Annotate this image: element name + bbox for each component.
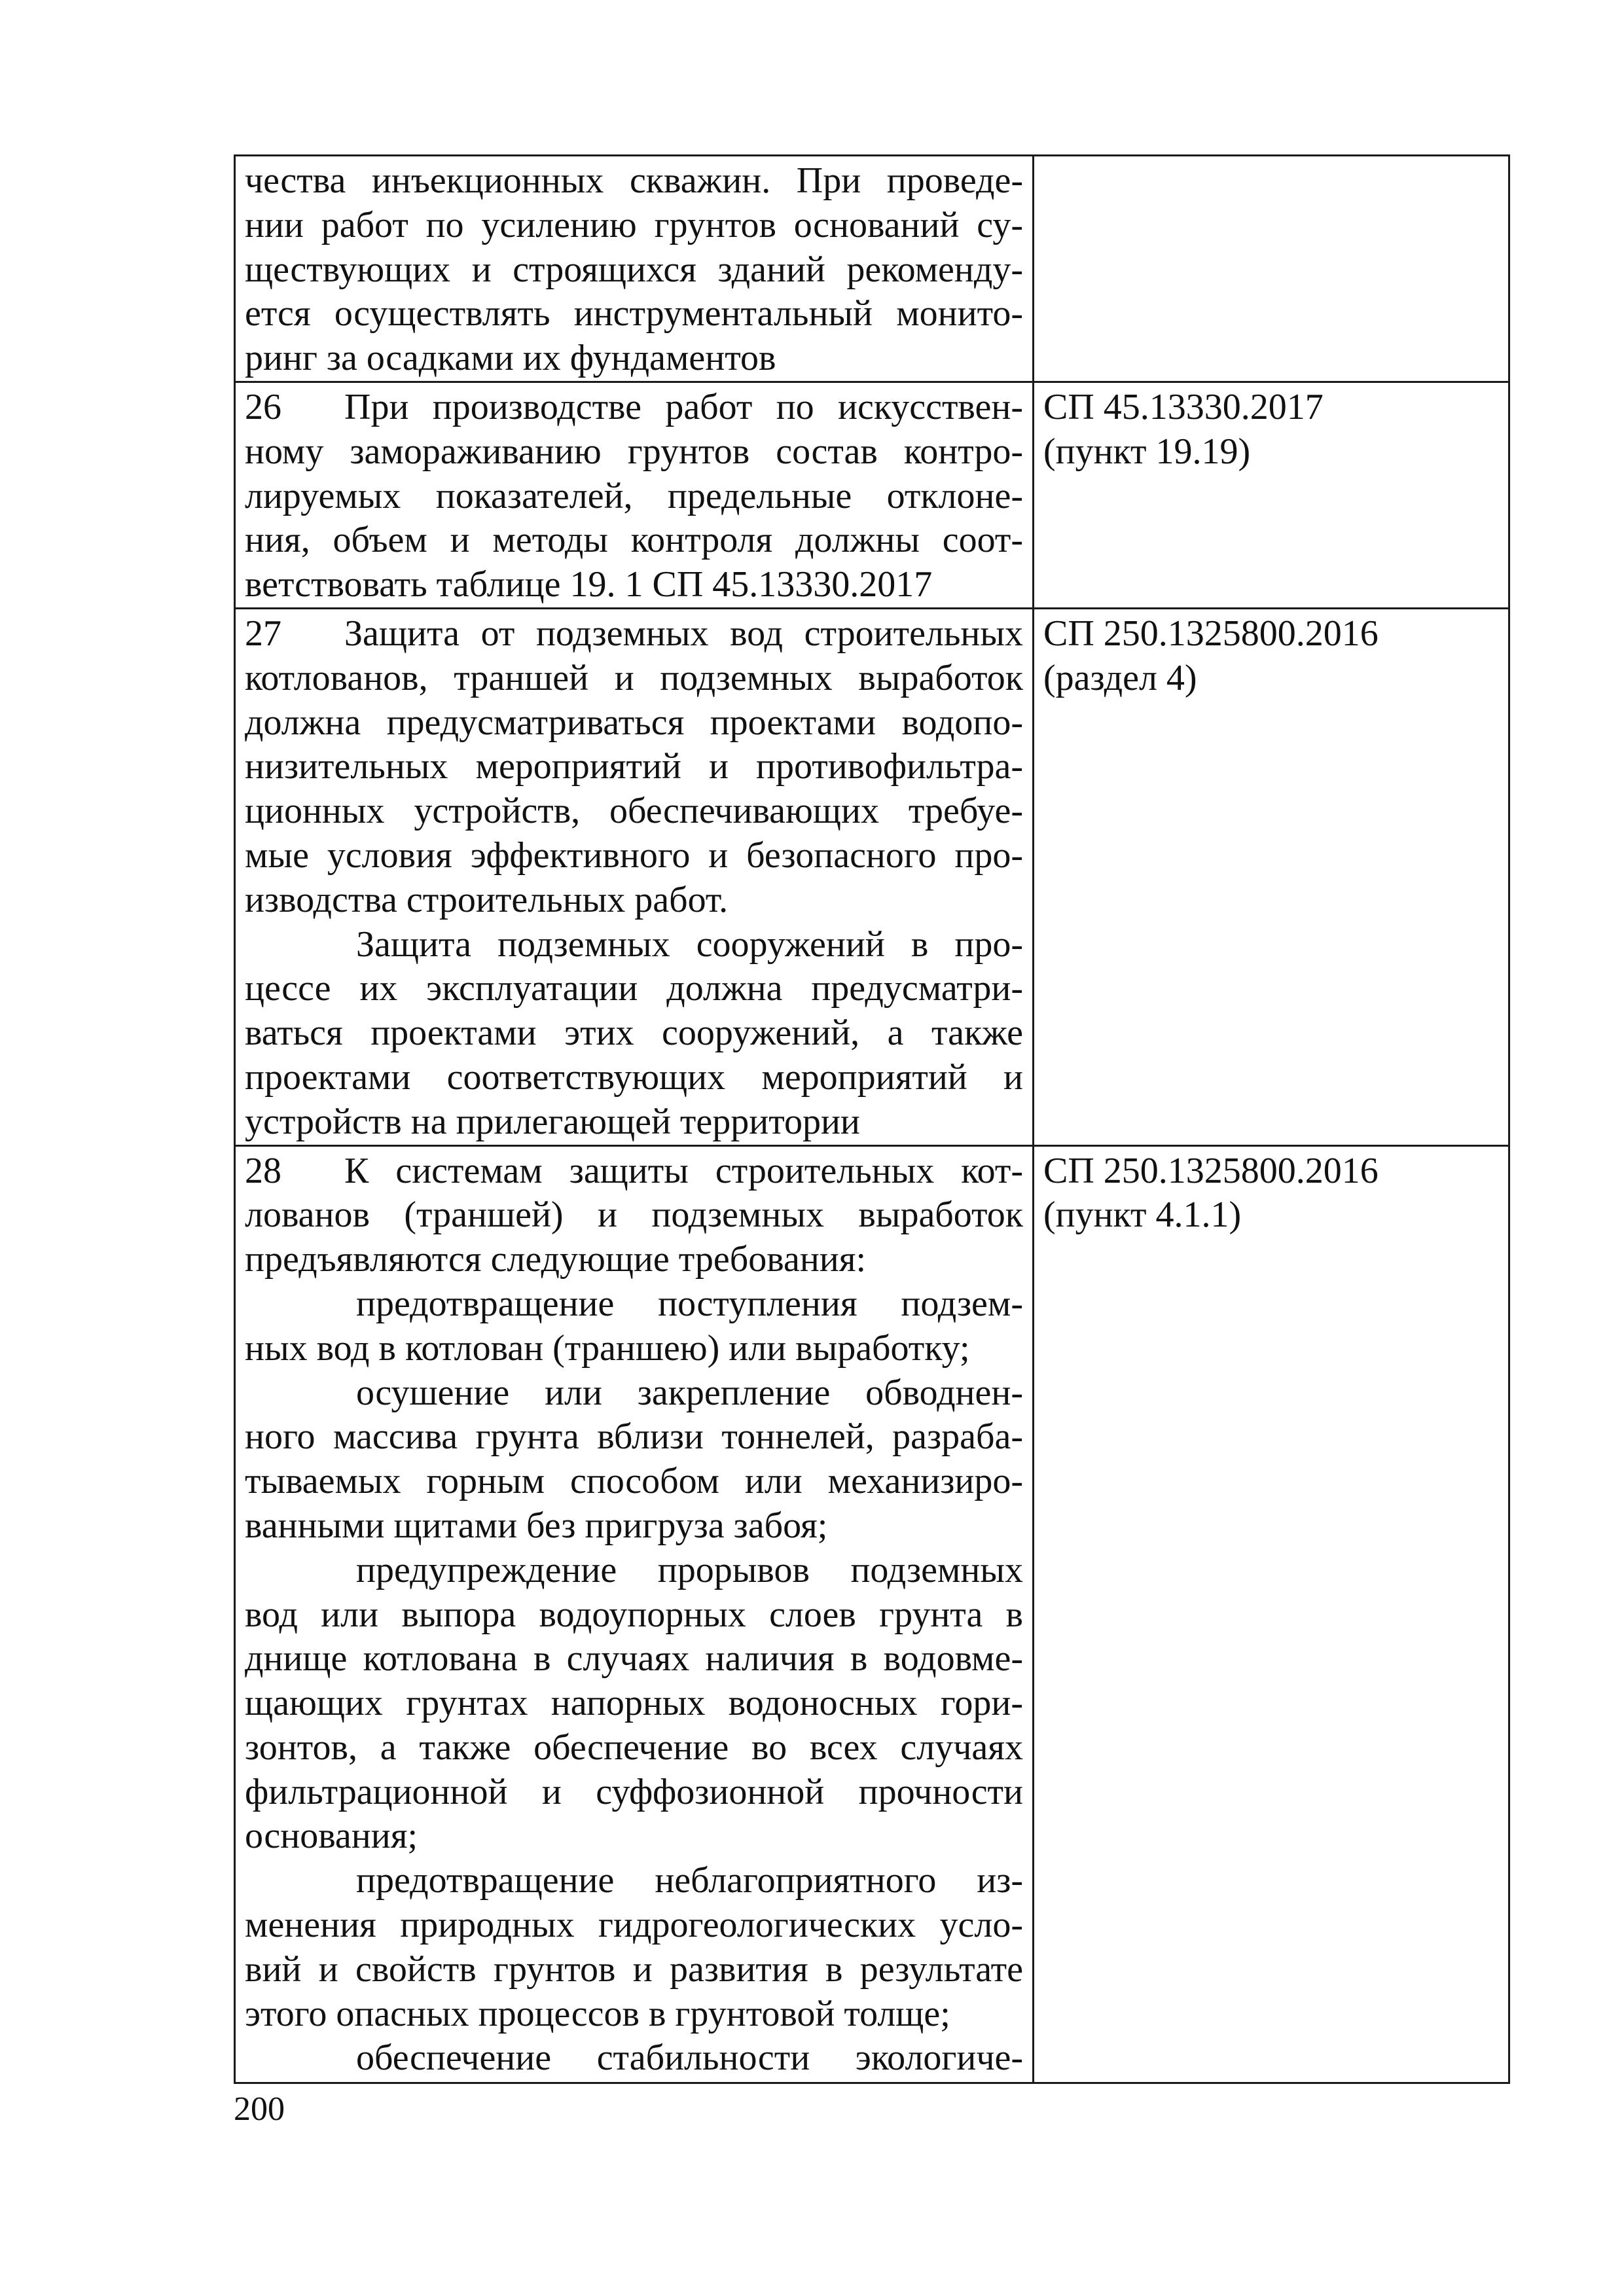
text-line: изводства строительных работ. bbox=[245, 879, 729, 920]
reference-cell bbox=[1034, 608, 1509, 1145]
reference-line: СП 250.1325800.2016 bbox=[1043, 613, 1379, 654]
text-line: котлованов, траншей и подземных выработок bbox=[245, 657, 1023, 698]
text-line: должна предусматриваться проектами водопо- bbox=[245, 702, 1023, 743]
table-row bbox=[235, 608, 1509, 1145]
text-line: ному замораживанию грунтов состав контро- bbox=[245, 431, 1023, 472]
text-line: ществующих и строящихся зданий рекоменду- bbox=[245, 249, 1023, 290]
text-line: вий и свойств грунтов и развития в результате bbox=[245, 1948, 1023, 1990]
reference-line: (пункт 19.19) bbox=[1043, 431, 1251, 472]
text-line: цессе их эксплуатации должна предусматри- bbox=[245, 968, 1023, 1009]
text-line: менения природных гидрогеологических усло- bbox=[245, 1905, 1023, 1946]
text-line: ваться проектами этих сооружений, а также bbox=[245, 1013, 1023, 1054]
requirements-table bbox=[234, 154, 1510, 2084]
text-line: лованов (траншей) и подземных выработок bbox=[245, 1194, 1023, 1236]
text-line: К системам защиты строительных кот- bbox=[344, 1150, 1023, 1191]
text-line: Защита подземных сооружений в про- bbox=[356, 924, 1023, 965]
text-line: ется осуществлять инструментальный монито- bbox=[245, 293, 1023, 334]
text-line: фильтрационной и суффозионной прочности bbox=[245, 1771, 1023, 1812]
text-line: днище котлована в случаях наличия в водовме- bbox=[245, 1638, 1023, 1679]
text-line: мые условия эффективного и безопасного про- bbox=[245, 834, 1023, 876]
text-line: этого опасных процессов в грунтовой толще; bbox=[245, 1993, 950, 2034]
text-line: Защита от подземных вод строительных bbox=[344, 613, 1023, 654]
text-line: обеспечение стабильности экологиче- bbox=[356, 2037, 1023, 2079]
text-line: устройств на прилегающей территории bbox=[245, 1101, 860, 1142]
row-number: 28 bbox=[245, 1150, 281, 1191]
reference-line: (раздел 4) bbox=[1043, 657, 1197, 698]
text-line: предъявляются следующие требования: bbox=[245, 1239, 867, 1280]
page-number: 200 bbox=[234, 2090, 285, 2128]
text-line: При производстве работ по искусствен- bbox=[344, 386, 1023, 427]
text-line: тываемых горным способом или механизиро- bbox=[245, 1461, 1023, 1502]
requirement-text-cell bbox=[235, 608, 1034, 1145]
text-line: вод или выпора водоупорных слоев грунта в bbox=[245, 1594, 1023, 1635]
table-row bbox=[235, 382, 1509, 608]
row-number: 27 bbox=[245, 613, 281, 654]
reference-cell bbox=[1034, 1145, 1509, 2083]
reference-line: СП 250.1325800.2016 bbox=[1043, 1150, 1379, 1191]
text-line: нии работ по усилению грунтов оснований су- bbox=[245, 204, 1023, 245]
reference-line: СП 45.13330.2017 bbox=[1043, 386, 1324, 427]
text-line: предотвращение поступления подзем- bbox=[356, 1283, 1023, 1324]
text-line: ветствовать таблице 19. 1 СП 45.13330.2017 bbox=[245, 564, 933, 605]
table-row bbox=[235, 156, 1509, 382]
table-row bbox=[235, 1145, 1509, 2083]
reference-cell bbox=[1034, 156, 1509, 382]
text-line: ванными щитами без пригруза забоя; bbox=[245, 1505, 828, 1546]
text-line: осушение или закрепление обводнен- bbox=[356, 1372, 1023, 1413]
text-line: ционных устройств, обеспечивающих требуе- bbox=[245, 791, 1023, 832]
row-number: 26 bbox=[245, 386, 281, 427]
text-line: низительных мероприятий и противофильтра- bbox=[245, 746, 1023, 787]
text-line: предотвращение неблагоприятного из- bbox=[356, 1860, 1023, 1901]
text-line: ринг за осадками их фундаментов bbox=[245, 338, 776, 379]
requirement-text-cell bbox=[235, 1145, 1034, 2083]
requirement-text-cell bbox=[235, 382, 1034, 608]
text-line: щающих грунтах напорных водоносных гори- bbox=[245, 1683, 1023, 1724]
reference-line: (пункт 4.1.1) bbox=[1043, 1194, 1242, 1236]
text-line: предупреждение прорывов подземных bbox=[356, 1549, 1023, 1590]
text-line: чества инъекционных скважин. При проведе- bbox=[245, 160, 1023, 201]
text-line: ного массива грунта вблизи тоннелей, разраба- bbox=[245, 1416, 1023, 1458]
text-line: зонтов, а также обеспечение во всех случаях bbox=[245, 1727, 1023, 1768]
text-line: ных вод в котлован (траншею) или выработку; bbox=[245, 1327, 970, 1369]
text-line: лируемых показателей, предельные отклоне- bbox=[245, 475, 1023, 516]
requirement-text-cell bbox=[235, 156, 1034, 382]
text-line: основания; bbox=[245, 1816, 418, 1857]
reference-cell bbox=[1034, 382, 1509, 608]
text-line: ния, объем и методы контроля должны соот- bbox=[245, 520, 1023, 561]
text-line: проектами соответствующих мероприятий и bbox=[245, 1056, 1023, 1098]
